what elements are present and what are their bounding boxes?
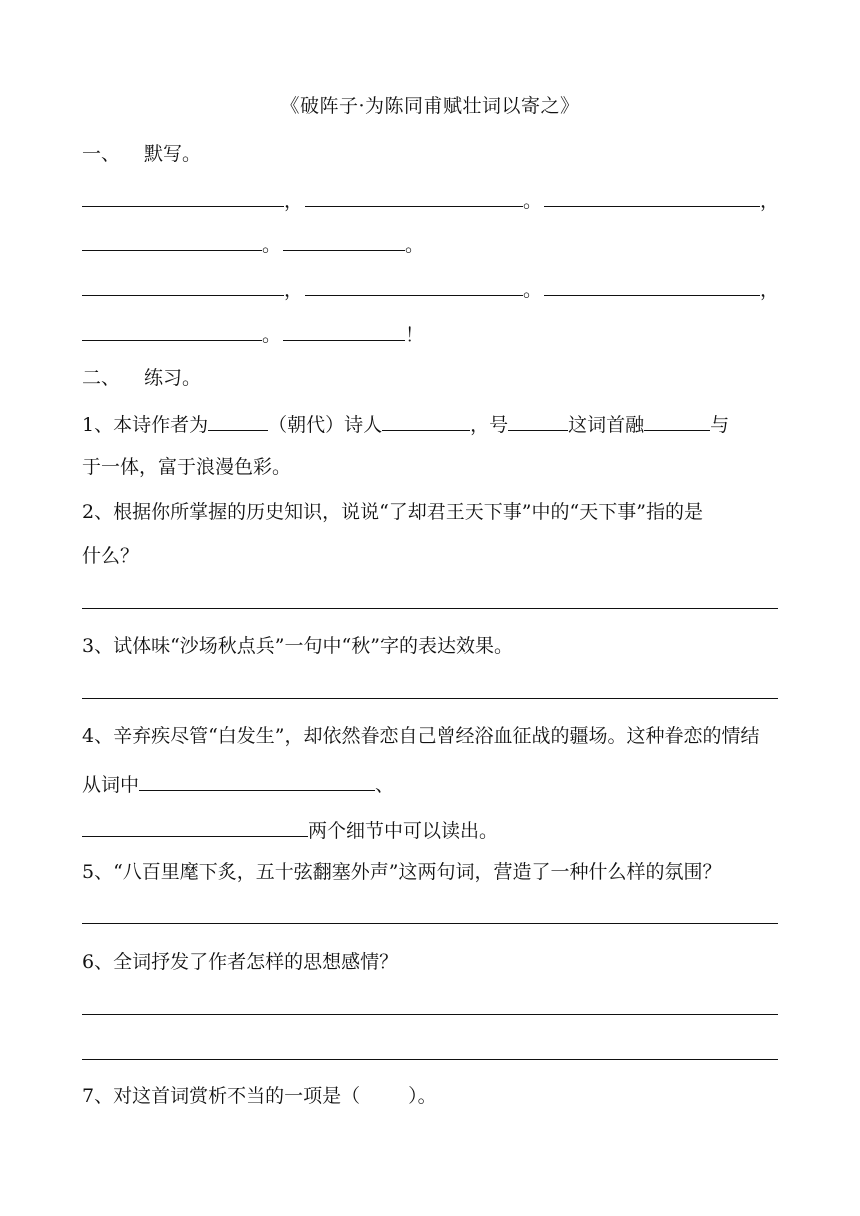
- question-5: 5、“八百里麾下炙，五十弦翻塞外声”这两句词，营造了一种什么样的氛围？: [82, 861, 722, 883]
- answer-line[interactable]: [82, 1059, 778, 1060]
- q4-blank-detail-2[interactable]: [82, 816, 308, 837]
- section-2-heading: [82, 366, 201, 390]
- q1-text: 1、本诗作者为: [82, 414, 209, 436]
- question-3: 3、试体味“沙场秋点兵”一句中“秋”字的表达效果。: [82, 635, 513, 657]
- punct: ，: [284, 190, 304, 212]
- question-2: 2、根据你所掌握的历史知识，说说“了却君王天下事”中的“天下事”指的是: [82, 501, 703, 523]
- section-2-title: 练习。: [144, 367, 202, 389]
- question-4-line-2: [82, 770, 394, 797]
- dictation-blank[interactable]: [305, 275, 523, 296]
- punct: 。: [405, 234, 425, 256]
- punct: ，: [284, 279, 304, 301]
- dictation-blank[interactable]: [544, 275, 760, 296]
- dictation-blank[interactable]: [82, 320, 262, 341]
- answer-line[interactable]: [82, 1014, 778, 1015]
- q1-blank-dynasty[interactable]: [208, 410, 268, 431]
- q1-blank-alias[interactable]: [508, 410, 568, 431]
- question-1: [82, 410, 729, 437]
- question-7: [82, 1084, 437, 1108]
- dictation-row-1: [82, 186, 779, 213]
- section-1-title: 默写。: [144, 143, 202, 165]
- question-1-line-2: 于一体，富于浪漫色彩。: [82, 456, 292, 478]
- dictation-row-2: [82, 230, 424, 257]
- dictation-blank[interactable]: [82, 275, 284, 296]
- section-1-heading: [82, 142, 201, 166]
- q1-text: （朝代）诗人: [268, 414, 383, 436]
- punct: ，: [760, 190, 780, 212]
- question-4-line-3: [82, 816, 498, 843]
- q4-blank-detail-1[interactable]: [139, 770, 375, 791]
- answer-line[interactable]: [82, 923, 778, 924]
- dictation-blank[interactable]: [283, 230, 405, 251]
- q4-text: 两个细节中可以读出。: [308, 820, 499, 842]
- answer-line[interactable]: [82, 698, 778, 699]
- dictation-row-3: [82, 275, 779, 302]
- punct: ，: [760, 279, 780, 301]
- question-4: 4、辛弃疾尽管“白发生”，却依然眷恋自己曾经浴血征战的疆场。这种眷恋的情结: [82, 725, 760, 747]
- section-1-number: 一、: [82, 143, 121, 165]
- q4-text: 、: [375, 774, 395, 796]
- question-2-line-2: 什么？: [82, 545, 140, 567]
- q1-blank-poet[interactable]: [382, 410, 470, 431]
- punct: ！: [405, 324, 425, 346]
- dictation-blank[interactable]: [544, 186, 760, 207]
- section-2-number: 二、: [82, 367, 121, 389]
- question-6: 6、全词抒发了作者怎样的思想感情？: [82, 951, 399, 973]
- dictation-row-4: [82, 320, 424, 347]
- dictation-blank[interactable]: [305, 186, 523, 207]
- q1-text: 这词首融: [568, 414, 645, 436]
- dictation-blank[interactable]: [82, 230, 262, 251]
- page-title: 《破阵子·为陈同甫赋壮词以寄之》: [280, 95, 580, 117]
- q7-text: ）。: [408, 1085, 437, 1107]
- q7-text: 7、对这首词赏析不当的一项是（: [82, 1085, 361, 1107]
- q4-text: 从词中: [82, 774, 140, 796]
- punct: 。: [262, 234, 282, 256]
- answer-line[interactable]: [82, 608, 778, 609]
- punct: 。: [523, 190, 543, 212]
- dictation-blank[interactable]: [82, 186, 284, 207]
- punct: 。: [262, 324, 282, 346]
- punct: 。: [523, 279, 543, 301]
- q1-text: 与: [710, 414, 730, 436]
- dictation-blank[interactable]: [283, 320, 405, 341]
- q1-blank-fusion[interactable]: [644, 410, 710, 431]
- q1-text: ，号: [470, 414, 509, 436]
